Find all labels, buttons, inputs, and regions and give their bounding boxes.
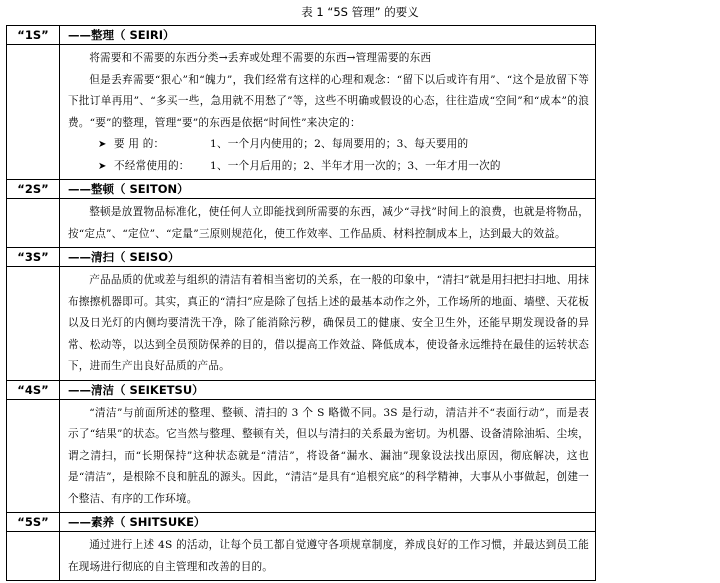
paragraph: 通过进行上述 4S 的活动，让每个员工都自觉遵守各项规章制度，养成良好的工作习惯，并最达到员工能在现场进行彻底的自主管理和改善的目的。 [68, 539, 589, 573]
section-1s-body [7, 45, 596, 180]
paragraph: 整顿是放置物品标准化，使任何人立即能找到所需要的东西，减少“寻找”时间上的浪费，也就是将物品，按“定点”、“定位”、“定量”三原则规范化，使工作效率、工作品质、材料控制成本上，达到最大的效益。 [68, 206, 589, 240]
section-number: “2S” [7, 180, 60, 199]
section-2s-header [7, 180, 596, 199]
section-number: “1S” [7, 26, 60, 45]
section-number: “4S” [7, 380, 60, 399]
section-5s-header [7, 513, 596, 532]
section-content [60, 45, 596, 180]
section-2s-body [7, 199, 596, 248]
section-4s-header [7, 380, 596, 399]
paragraph: 将需要和不需要的东西分类→丢弃或处理不需要的东西→管理需要的东西 [89, 52, 432, 64]
paragraph: 产品品质的优或差与组织的清洁有着相当密切的关系，在一般的印象中，“清扫”就是用扫把扫扫地、用抹布擦擦机器即可。其实，真正的“清扫”应是除了包括上述的最基本动作之外，工作场所的地面、墙壁、天花板以及日光灯的内侧均要清洗干净，除了能消除污秽，确保员工的健康、安全卫生外，还能早期发现设备的异常、松动等，以达到全员预防保养的目的，借以提高工作效益、降低成本，使设备永远维持在最佳的运转状态下，进而生产出良好品质的产品。 [68, 274, 589, 372]
section-title: ——清扫（ SEISO） [60, 248, 596, 267]
section-1s-header [7, 26, 596, 45]
section-content [60, 199, 596, 248]
paragraph: “清洁”与前面所述的整理、整顿、清扫的 3 个 S 略微不同。3S 是行动，清洁并不“表面行动”，而是表示了“结果”的状态。它当然与整理、整顿有关，但以与清扫的关系最为密切。为机器、设备清除油垢、尘埃，谓之清扫，而“长期保持”这种状态就是“清洁”，将设备“漏水、漏油”现象设法找出原因，彻底解决，这也是“清洁”，是根除不良和脏乱的源头。因此，“清洁”是具有“追根究底”的科学精神，大事从小事做起，创建一个整洁、有序的工作环境。 [68, 406, 589, 505]
bullet-label: 不经常使用的： [114, 159, 190, 172]
section-4s-body [7, 399, 596, 513]
section-5s-body [7, 532, 596, 581]
section-title: ——整顿（ SEITON） [60, 180, 596, 199]
bullet-item [68, 134, 589, 156]
paragraph: 但是丢弃需要“狠心”和“魄力”，我们经常有这样的心理和观念：“留下以后或许有用”、“这个是放留下等下批订单再用”、“多买一些，急用就不用愁了”等，这些不明确或假设的心态，往往造成“空间”和“成本”的浪费。“要”的整理，管理“要”的东西是依据“时间性”来决定的： [68, 73, 589, 129]
arrow-bullet-icon: ➤ [98, 139, 107, 150]
arrow-bullet-icon: ➤ [98, 160, 107, 172]
5s-table [6, 25, 596, 581]
section-content [60, 399, 596, 513]
section-3s-header [7, 248, 596, 267]
section-3s-body [7, 267, 596, 381]
section-content [60, 532, 596, 581]
section-title: ——整理（ SEIRI） [60, 26, 596, 45]
section-number: “3S” [7, 248, 60, 267]
bullet-text: 1、一个月内使用的；2、每周要用的；3、每天要用的 [210, 138, 469, 150]
section-title: ——素养（ SHITSUKE） [60, 513, 596, 532]
bullet-text: 1、一个月后用的；2、半年才用一次的；3、一年才用一次的 [210, 159, 501, 172]
section-number: “5S” [7, 513, 60, 532]
bullet-item [68, 156, 589, 178]
table-caption: 表 1 “5S 管理” 的要义 [301, 5, 419, 19]
section-content [60, 267, 596, 381]
bullet-label: 要 用 的： [114, 138, 165, 150]
section-title: ——清洁（ SEIKETSU） [60, 380, 596, 399]
